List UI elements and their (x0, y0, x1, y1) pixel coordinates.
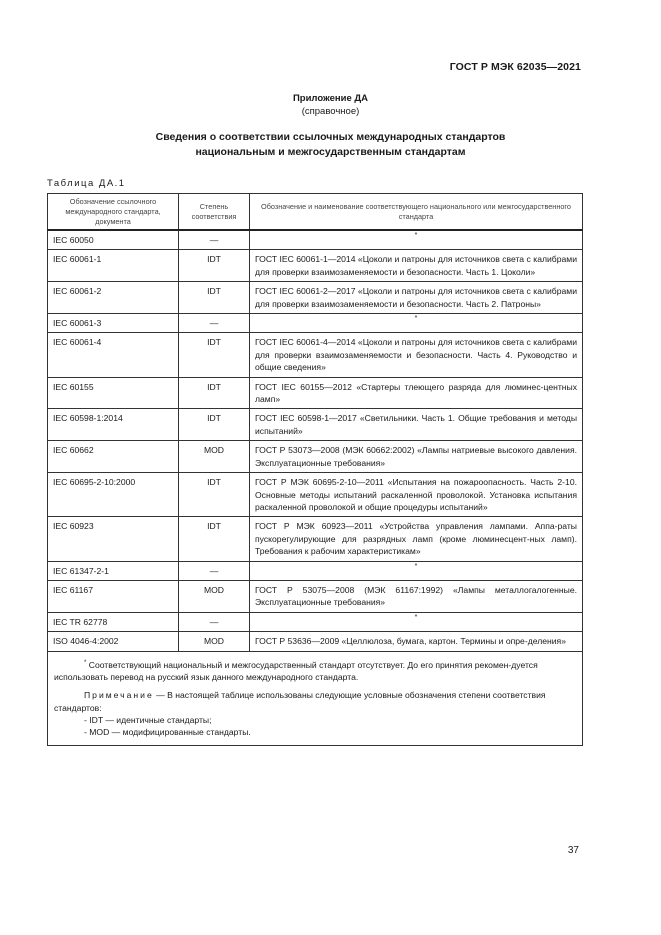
degree-cell: MOD (179, 580, 250, 612)
note-item-mod: - MOD — модифицированные стандарты. (84, 727, 251, 738)
national-cell: ГОСТ IEC 60155—2012 «Стартеры тлеющего разряда для люминес-центных ламп» (250, 377, 583, 409)
note-item-idt: - IDT — идентичные стандарты; (84, 715, 212, 726)
degree-cell: IDT (179, 377, 250, 409)
degree-cell: IDT (179, 409, 250, 441)
table-caption: Таблица ДА.1 (47, 178, 126, 189)
degree-cell: MOD (179, 441, 250, 473)
ref-cell: IEC 60061-3 (48, 314, 179, 333)
national-cell: ГОСТ IEC 60061-1—2014 «Цоколи и патроны для источников света с калибрами для проверки взаимозаменяемости и безопасности. Часть 1. Цоколи» (250, 250, 583, 282)
ref-cell: IEC 60598-1:2014 (48, 409, 179, 441)
table-row (48, 517, 583, 561)
page-number: 37 (567, 845, 579, 856)
national-cell: * (250, 314, 583, 333)
table-row (48, 561, 583, 580)
header-national-standard: Обозначение и наименование соответствующего национального или межгосударственного стандарта (250, 194, 583, 231)
national-cell: ГОСТ Р МЭК 60923—2011 «Устройства управления лампами. Аппа-раты пускорегулирующие для разрядных ламп (кроме люминесцент-ных ламп). Требования к рабочим характеристикам» (250, 517, 583, 561)
national-cell: * (250, 561, 583, 580)
table-row (48, 333, 583, 377)
degree-cell: — (179, 561, 250, 580)
annex-heading (0, 92, 661, 118)
footnote-cell (48, 651, 583, 745)
table-row (48, 314, 583, 333)
degree-cell: IDT (179, 250, 250, 282)
national-cell: ГОСТ Р 53636—2009 «Целлюлоза, бумага, картон. Термины и опре-деления» (250, 632, 583, 651)
degree-cell: — (179, 612, 250, 631)
table-row (48, 230, 583, 250)
national-cell: ГОСТ IEC 60598-1—2017 «Светильники. Часть 1. Общие требования и методы испытаний» (250, 409, 583, 441)
national-cell: ГОСТ Р 53073—2008 (МЭК 60662:2002) «Лампы натриевые высокого давления. Эксплуатационные требования» (250, 441, 583, 473)
ref-cell: IEC 60050 (48, 230, 179, 250)
national-cell: ГОСТ IEC 60061-4—2014 «Цоколи и патроны для источников света с калибрами для проверки взаимозаменяемости и безопасности. Часть 4. Руководство и общие сведения» (250, 333, 583, 377)
table-row (48, 473, 583, 517)
degree-cell: — (179, 314, 250, 333)
footnote-marker: * (84, 659, 87, 666)
ref-cell: IEC 61347-2-1 (48, 561, 179, 580)
degree-cell: IDT (179, 473, 250, 517)
table-row (48, 377, 583, 409)
note-label: Примечание (84, 690, 154, 701)
section-title-line-1: Сведения о соответствии ссылочных международных стандартов (155, 131, 506, 143)
correspondence-table (47, 193, 583, 746)
ref-cell: ISO 4046-4:2002 (48, 632, 179, 651)
ref-cell: IEC 61167 (48, 580, 179, 612)
footnote-text: Соответствующий национальный и межгосударственный стандарт отсутствует. До его принятия рекомен-дуется использовать перевод на русский язык данного международного стандарта. (54, 659, 538, 682)
table-row (48, 250, 583, 282)
ref-cell: IEC TR 62778 (48, 612, 179, 631)
ref-cell: IEC 60061-2 (48, 282, 179, 314)
national-cell: ГОСТ Р МЭК 60695-2-10—2011 «Испытания на пожароопасность. Часть 2-10. Основные методы испытаний раскаленной проволокой. Установка испытания раскаленной проволокой и общие процедуры испытаний» (250, 473, 583, 517)
national-cell: ГОСТ IEC 60061-2—2017 «Цоколи и патроны для источников света с калибрами для проверки взаимозаменяемости и безопасности. Часть 2. Патроны» (250, 282, 583, 314)
ref-cell: IEC 60662 (48, 441, 179, 473)
degree-cell: MOD (179, 632, 250, 651)
annex-subtitle: (справочное) (301, 106, 360, 117)
ref-cell: IEC 60061-1 (48, 250, 179, 282)
table-row (48, 580, 583, 612)
degree-cell: IDT (179, 517, 250, 561)
degree-cell: IDT (179, 333, 250, 377)
note-text: — В настоящей таблице использованы следующие условные обозначения степени соответствия стандартов: (54, 690, 546, 713)
ref-cell: IEC 60155 (48, 377, 179, 409)
header-degree: Степень соответствия (179, 194, 250, 231)
table-note (54, 689, 576, 714)
table-header-row (48, 194, 583, 231)
table-footer-row (48, 651, 583, 745)
ref-cell: IEC 60061-4 (48, 333, 179, 377)
table-row (48, 282, 583, 314)
section-title (0, 130, 661, 160)
national-cell: * (250, 230, 583, 250)
header-international-ref: Обозначение ссылочного международного стандарта, документа (48, 194, 179, 231)
section-title-line-2: национальным и межгосударственным стандартам (195, 146, 466, 158)
standard-code-header: ГОСТ Р МЭК 62035—2021 (449, 61, 581, 73)
table-row (48, 441, 583, 473)
table-row (48, 632, 583, 651)
table-row (48, 612, 583, 631)
annex-title: Приложение ДА (292, 93, 369, 104)
national-cell: ГОСТ Р 53075—2008 (МЭК 61167:1992) «Лампы металлогалогенные. Эксплуатационные требования» (250, 580, 583, 612)
degree-cell: — (179, 230, 250, 250)
footnote (54, 657, 576, 684)
degree-cell: IDT (179, 282, 250, 314)
ref-cell: IEC 60923 (48, 517, 179, 561)
table-row (48, 409, 583, 441)
ref-cell: IEC 60695-2-10:2000 (48, 473, 179, 517)
national-cell: * (250, 612, 583, 631)
